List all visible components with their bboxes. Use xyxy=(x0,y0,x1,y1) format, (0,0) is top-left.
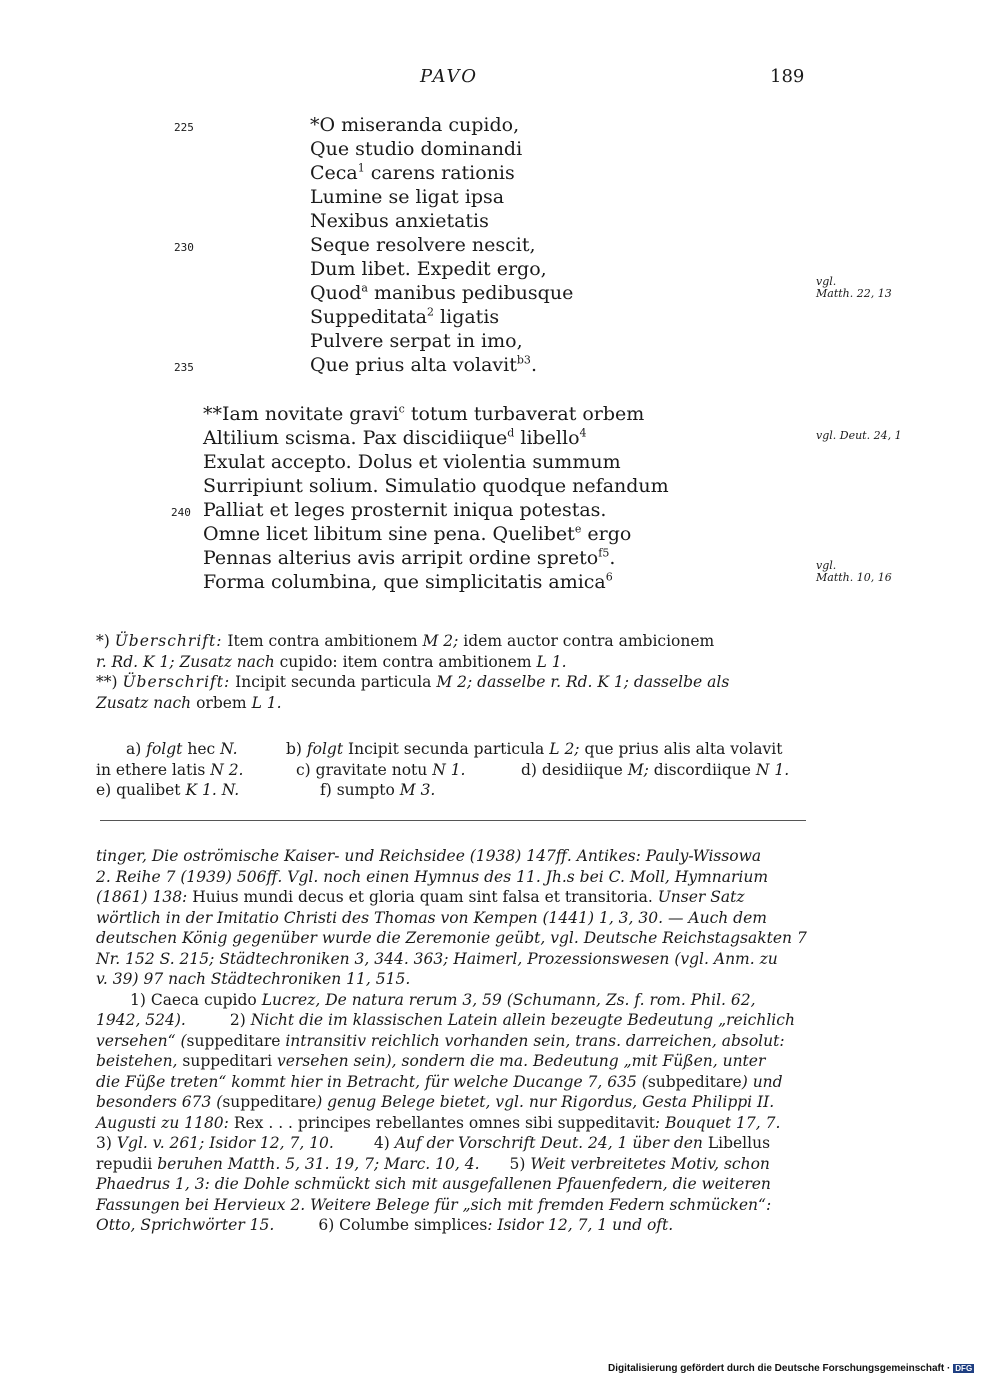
variant-c: c) gravitate notu N 1. xyxy=(296,761,466,779)
footnote-divider xyxy=(100,820,806,821)
verse-line: Seque resolvere nescit, xyxy=(310,234,536,256)
verse-line: Que studio dominandi xyxy=(310,138,523,160)
verse-line: Dum libet. Expedit ergo, xyxy=(310,258,547,280)
verse-line: Pennas alterius avis arripit ordine spreto$^{f5}$. xyxy=(203,546,616,569)
verse-line: Nexibus anxietatis xyxy=(310,210,489,232)
line-number: 225 xyxy=(174,121,194,134)
footnotes: tinger, Die oströmische Kaiser- und Reichsidee (1938) 147ff. Antikes: Pauly-Wissowa 2. Reihe 7 (1939) 506ff. Vgl. noch einen Hymnus des 11. Jh.s bei C. Moll, Hymnarium (1861) 138: Huius mundi decus et gloria quam sint falsa et transitoria. Unser Satz wörtlich in der Imitatio Christi des Thomas von Kempen (1441) 1, 3, 30. — Auch dem deutschen König gegenüber wurde die Zeremonie geübt, vgl. Deutsche Reichstagsakten 7 Nr. 152 S. 215; Städtechroniken 3, 344. 363; Haimerl, Prozessionswesen (vgl. Anm. zu v. 39) 97 nach Städtechroniken 11, 515. 1) Caeca cupido Lucrez, De natura rerum 3, 59 (Schumann, Zs. f. rom. Phil. 62, 1942, 524). 2) Nicht die im klassischen Latein allein bezeugte Bedeutung „reichlich versehen“ (suppeditare intransitiv reichlich vorhanden sein, trans. darreichen, absolut: beistehen, suppeditari versehen sein), sondern die ma. Bedeutung „mit Füßen, unter die Füße treten“ kommt hier in Betracht, für welche Ducange 7, 635 (subpeditare) und besonders 673 (suppeditare) genug Belege bietet, vgl. nur Rigordus, Gesta Philippi II. Augusti zu 1180: Rex . . . principes rebellantes omnes sibi suppeditavit: Bouquet 17, 7. 3) Vgl. v. 261; Isidor 12, 7, 10. 4) Auf der Vorschrift Deut. 24, 1 über den Libellus repudii beruhen Matth. 5, 31. 19, 7; Marc. 10, 4. 5) Weit verbreitetes Motiv, schon Phaedrus 1, 3: die Dohle schmückt sich mit ausgefallenen Pfauenfedern, die weiteren Fassungen bei Hervieux 2. Weitere Belege für „sich mit fremden Federn schmücken“: Otto, Sprichwörter 15. 6) Columbe simplices: Isidor 12, 7, 1 und oft. xyxy=(96,847,807,1234)
sidenote-reference: vgl. Deut. 24, 1 xyxy=(816,429,902,442)
verse-line: Quod$^a$ manibus pedibusque xyxy=(310,281,574,304)
verse-line: **Iam novitate gravi$^c$ totum turbaverat orbem xyxy=(203,402,645,425)
page-number: 189 xyxy=(770,66,805,87)
line-number: 230 xyxy=(174,241,194,254)
verse-line: Lumine se ligat ipsa xyxy=(310,186,505,208)
variant-b-cont: in ethere latis N 2. xyxy=(96,761,244,779)
verse-line: Forma columbina, que simplicitatis amica$^6$ xyxy=(203,570,613,593)
verse-line: Suppeditata$^2$ ligatis xyxy=(310,305,500,328)
variant-d: d) desidiique M; discordiique N 1. xyxy=(521,761,790,779)
line-number: 240 xyxy=(171,506,191,519)
verse-line: Altilium scisma. Pax discidiique$^d$ libello$^4$ xyxy=(203,426,587,449)
verse-line: Ceca$^1$ carens rationis xyxy=(310,161,515,184)
digitization-credit: Digitalisierung gefördert durch die Deutsche Forschungsgemeinschaft · DFG xyxy=(608,1363,973,1374)
verse-line: Omne licet libitum sine pena. Quelibet$^e$ ergo xyxy=(203,522,632,545)
line-number: 235 xyxy=(174,361,194,374)
dfg-logo: DFG xyxy=(955,1364,973,1373)
verse-line: Palliat et leges prosternit iniqua potestas. xyxy=(203,499,607,521)
sidenote-reference: vgl. Matth. 10, 16 xyxy=(816,559,892,584)
critical-apparatus: *) Überschrift: Item contra ambitionem M 2; idem auctor contra ambicionem r. Rd. K 1; Zusatz nach cupido: item contra ambitionem L 1. **) Überschrift: Incipit secunda particula M 2; dasselbe r. Rd. K 1; dasselbe als Zusatz nach orbem L 1. xyxy=(96,632,730,712)
variant-f: f) sumpto M 3. xyxy=(320,781,436,799)
variant-a: a) folgt hec N. xyxy=(126,740,238,758)
verse-line: Surripiunt solium. Simulatio quodque nefandum xyxy=(203,475,669,497)
running-title: PAVO xyxy=(420,66,479,87)
verse-line: Pulvere serpat in imo, xyxy=(310,330,523,352)
verse-line: *O miseranda cupido, xyxy=(310,114,520,136)
variant-b: b) folgt Incipit secunda particula L 2; que prius alis alta volavit xyxy=(286,740,783,758)
verse-line: Que prius alta volavit$^{b3}$. xyxy=(310,353,537,376)
verse-line: Exulat accepto. Dolus et violentia summum xyxy=(203,451,621,473)
sidenote-reference: vgl. Matth. 22, 13 xyxy=(816,275,892,300)
variant-e: e) qualibet K 1. N. xyxy=(96,781,240,799)
